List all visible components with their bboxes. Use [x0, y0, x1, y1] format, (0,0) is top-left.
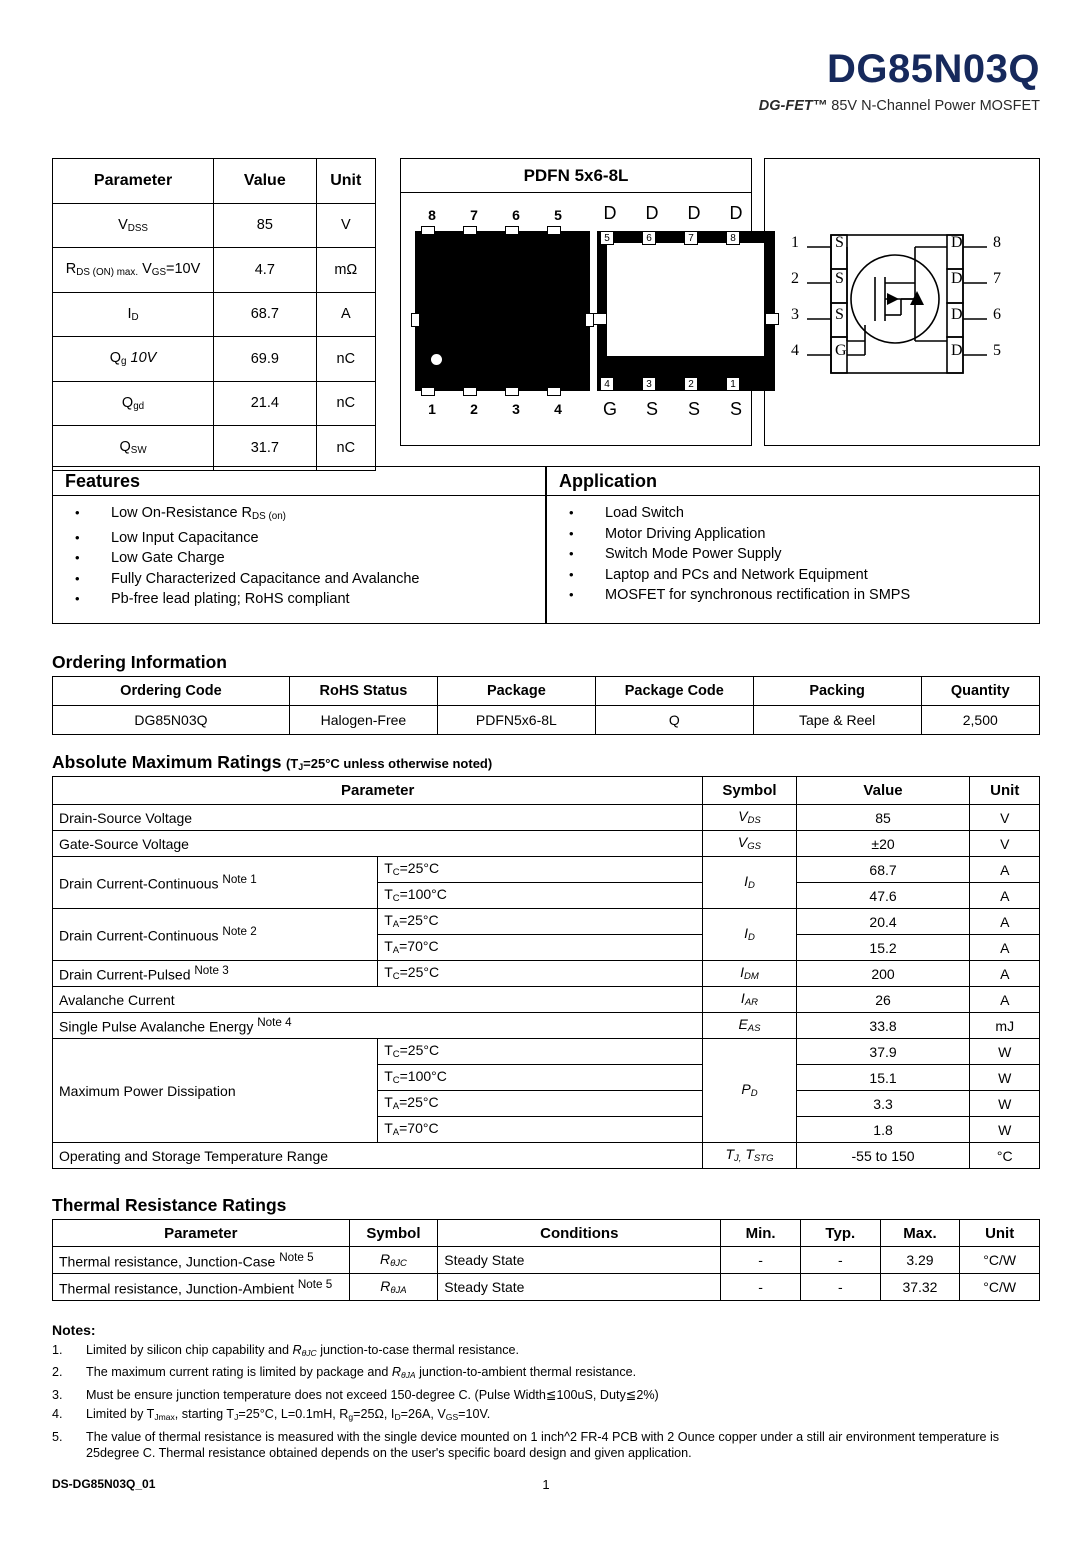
thermal-resistance-table	[52, 1219, 1040, 1301]
application-list	[547, 496, 1039, 606]
amr-condition-cell: $T_A=25^\circ C$	[378, 909, 703, 935]
value-cell: 21.4	[214, 381, 316, 426]
features-box	[52, 466, 546, 624]
table-row	[53, 1143, 1040, 1169]
amr-value-cell: ±20	[796, 831, 970, 857]
application-title: Application	[547, 467, 1039, 496]
table-header-row	[53, 1220, 1040, 1247]
thermal-unit-cell: °C/W	[960, 1274, 1040, 1301]
unit-cell: V	[316, 203, 375, 248]
package-title: PDFN 5x6-8L	[401, 159, 751, 193]
param-col-header: Parameter	[53, 159, 214, 204]
schematic-pin-function-right: D	[951, 270, 963, 287]
mosfet-schematic-svg	[765, 159, 1037, 443]
param-cell: $Q_{SW}$	[53, 426, 214, 471]
amr-symbol-cell: $I_D$	[703, 909, 796, 961]
ordering-information-table	[52, 676, 1040, 735]
table-row	[53, 426, 376, 471]
thermal-max-cell: 37.32	[880, 1274, 960, 1301]
amr-value-cell: 200	[796, 961, 970, 987]
param-cell: $Q_g$ 10V	[53, 337, 214, 382]
note-item	[52, 1387, 1042, 1404]
value-cell: 85	[214, 203, 316, 248]
schematic-pin-function-left: G	[835, 342, 847, 359]
ordering-section-title	[52, 652, 227, 673]
absolute-maximum-ratings-table	[52, 776, 1040, 1169]
note-item	[52, 1342, 1042, 1361]
amr-condition-cell: $T_A=70^\circ C$	[378, 935, 703, 961]
feature-item: • Low Input Capacitance	[53, 528, 545, 549]
table-row	[53, 831, 1040, 857]
package-outline-panel	[400, 158, 752, 446]
amr-unit-cell: W	[970, 1117, 1040, 1143]
unit-cell: mΩ	[316, 248, 375, 293]
amr-symbol-cell: $E_{AS}$	[703, 1013, 796, 1039]
amr-unit-cell: A	[970, 961, 1040, 987]
amr-value-cell: 47.6	[796, 883, 970, 909]
part-number-title: DG85N03Q	[827, 47, 1040, 91]
chip-pad	[505, 226, 519, 235]
param-cell: $V_{DSS}$	[53, 203, 214, 248]
schematic-pin-function-right: D	[951, 234, 963, 251]
notes-section	[52, 1322, 1042, 1465]
amr-unit-cell: A	[970, 883, 1040, 909]
amr-symbol-cell: $I_D$	[703, 857, 796, 909]
note-item	[52, 1406, 1042, 1425]
pin-number-bottom: 3	[512, 401, 520, 417]
value-cell: 69.9	[214, 337, 316, 382]
unit-cell: nC	[316, 337, 375, 382]
features-list	[53, 496, 545, 610]
amr-value-cell: 15.2	[796, 935, 970, 961]
table-row	[53, 1274, 1040, 1301]
amr-symbol-cell: $I_{AR}$	[703, 987, 796, 1013]
schematic-pin-number-left: 2	[791, 270, 799, 287]
amr-value-cell: 85	[796, 805, 970, 831]
schematic-symbol-panel	[764, 158, 1040, 446]
pin-number-top: 8	[428, 207, 436, 223]
table-row	[53, 857, 1040, 883]
thermal-parameter-cell: Thermal resistance, Junction-Ambient $^{Note 5}$	[53, 1274, 350, 1301]
chip-pad	[463, 387, 477, 396]
bottom-view-pad: 1	[726, 377, 740, 391]
amr-col-header-unit: Unit	[970, 777, 1040, 805]
amr-unit-cell: V	[970, 831, 1040, 857]
table-row	[53, 203, 376, 248]
application-item: • MOSFET for synchronous rectification in SMPS	[547, 585, 1039, 606]
body-diode-arrow	[887, 293, 899, 305]
thermal-conditions-cell: Steady State	[438, 1247, 721, 1274]
chip-pad	[411, 313, 420, 327]
thermal-parameter-cell: Thermal resistance, Junction-Case $^{Note 5}$	[53, 1247, 350, 1274]
schematic-pin-function-left: S	[835, 270, 844, 287]
note-number: 5.	[52, 1429, 63, 1444]
schematic-pin-number-right: 6	[993, 306, 1001, 323]
feature-item: • Pb-free lead plating; RoHS compliant	[53, 589, 545, 610]
features-title: Features	[53, 467, 545, 496]
pin-function-top: D	[645, 203, 659, 223]
amr-unit-cell: A	[970, 935, 1040, 961]
note-text: The value of thermal resistance is measured with the single device mounted on 1 inch^2 FR-4 PCB with 2 Ounce copper under a still air environment temperature is 25degree C. Thermal resistance obtained depends on the user's specific board design and given application.	[86, 1429, 1000, 1461]
value-col-header: Value	[214, 159, 316, 204]
abs-max-section-title	[52, 752, 492, 773]
amr-value-cell: -55 to 150	[796, 1143, 970, 1169]
pin-number-bottom: 4	[554, 401, 562, 417]
thermal-min-cell: -	[721, 1247, 801, 1274]
document-header	[759, 48, 1040, 114]
amr-unit-cell: W	[970, 1091, 1040, 1117]
amr-unit-cell: A	[970, 909, 1040, 935]
key-parameter-table	[52, 158, 376, 457]
amr-value-cell: 26	[796, 987, 970, 1013]
pin-function-bottom: S	[687, 399, 700, 419]
application-item: • Load Switch	[547, 503, 1039, 524]
thermal-title-text: Thermal Resistance Ratings	[52, 1195, 287, 1215]
ordering-col-header: Package Code	[595, 677, 753, 706]
amr-parameter-cell: Operating and Storage Temperature Range	[53, 1143, 703, 1169]
amr-unit-cell: mJ	[970, 1013, 1040, 1039]
chip-pad	[547, 226, 561, 235]
ordering-col-header: Packing	[753, 677, 921, 706]
thermal-typ-cell: -	[800, 1247, 880, 1274]
schematic-pin-function-right: D	[951, 306, 963, 323]
schematic-pin-number-right: 5	[993, 342, 1001, 359]
schematic-pin-function-left: S	[835, 234, 844, 251]
chip-pad	[505, 387, 519, 396]
table-row	[53, 1039, 1040, 1065]
thermal-unit-cell: °C/W	[960, 1247, 1040, 1274]
value-cell: 68.7	[214, 292, 316, 337]
schematic-pin-function-left: S	[835, 306, 844, 323]
table-header-row	[53, 677, 1040, 706]
subtitle-rest: 85V N-Channel Power MOSFET	[827, 98, 1040, 114]
note-number: 1.	[52, 1343, 63, 1357]
pin-function-bottom: G	[602, 399, 617, 419]
pin-function-bottom: S	[729, 399, 742, 419]
application-box	[546, 466, 1040, 624]
amr-parameter-cell: Drain Current-Continuous $^{Note 2}$	[53, 909, 378, 961]
bottom-view-pad: 7	[684, 231, 698, 245]
thermal-col-header: Parameter	[53, 1220, 350, 1247]
thermal-max-cell: 3.29	[880, 1247, 960, 1274]
application-item: • Motor Driving Application	[547, 524, 1039, 545]
pin-function-top: D	[729, 203, 743, 223]
amr-parameter-cell: Gate-Source Voltage	[53, 831, 703, 857]
amr-unit-cell: °C	[970, 1143, 1040, 1169]
chip-pad	[547, 387, 561, 396]
bottom-view-pad: 4	[600, 377, 614, 391]
pin-function-top: D	[687, 203, 701, 223]
pin-number-top: 5	[554, 207, 562, 223]
part-subtitle	[759, 98, 1040, 114]
param-cell: $R_{DS (ON) max.}$ $V_{GS}=10V$	[53, 248, 214, 293]
table-row	[53, 987, 1040, 1013]
amr-value-cell: 37.9	[796, 1039, 970, 1065]
pin-number-bottom: 2	[470, 401, 478, 417]
thermal-col-header: Symbol	[349, 1220, 438, 1247]
table-row	[53, 909, 1040, 935]
application-item: • Laptop and PCs and Network Equipment	[547, 565, 1039, 586]
ordering-cell: DG85N03Q	[53, 706, 290, 735]
thermal-col-header: Conditions	[438, 1220, 721, 1247]
amr-value-cell: 68.7	[796, 857, 970, 883]
amr-unit-cell: A	[970, 857, 1040, 883]
pin1-marker-dot	[431, 354, 442, 365]
amr-unit-cell: V	[970, 805, 1040, 831]
pin-function-bottom: S	[645, 399, 658, 419]
table-row	[53, 1013, 1040, 1039]
note-number: 2.	[52, 1365, 63, 1380]
feature-item: • Fully Characterized Capacitance and Avalanche	[53, 569, 545, 590]
thermal-min-cell: -	[721, 1274, 801, 1301]
table-header-row	[53, 777, 1040, 805]
schematic-pin-number-left: 3	[791, 306, 799, 323]
amr-parameter-cell: Single Pulse Avalanche Energy $^{Note 4}$	[53, 1013, 703, 1039]
table-row	[53, 292, 376, 337]
top-summary-row	[52, 158, 1040, 457]
amr-condition-cell: $T_C=100^\circ C$	[378, 883, 703, 909]
amr-condition-cell: $T_C=100^\circ C$	[378, 1065, 703, 1091]
thermal-col-header: Min.	[721, 1220, 801, 1247]
amr-value-cell: 3.3	[796, 1091, 970, 1117]
schematic-pin-number-left: 1	[791, 234, 799, 251]
amr-unit-cell: A	[970, 987, 1040, 1013]
thermal-symbol-cell: $R_{\theta JC}$	[349, 1247, 438, 1274]
bottom-view-pad: 5	[600, 231, 614, 245]
ordering-title-text: Ordering Information	[52, 652, 227, 672]
note-text: Limited by silicon chip capability and $R_{\theta JC}$ junction-to-case thermal resistance.	[86, 1343, 520, 1358]
amr-value-cell: 20.4	[796, 909, 970, 935]
pin-number-top: 6	[512, 207, 520, 223]
abs-max-title-text: Absolute Maximum Ratings	[52, 752, 282, 772]
thermal-col-header: Typ.	[800, 1220, 880, 1247]
intrinsic-diode-arrow	[910, 291, 924, 305]
amr-parameter-cell: Avalanche Current	[53, 987, 703, 1013]
chip-bottom-view-cavity	[607, 243, 765, 356]
table-header-row	[53, 159, 376, 204]
ordering-col-header: Package	[437, 677, 595, 706]
amr-symbol-cell: $P_D$	[703, 1039, 796, 1143]
amr-unit-cell: W	[970, 1039, 1040, 1065]
note-number: 3.	[52, 1387, 63, 1402]
note-text: Must be ensure junction temperature does not exceed 150-degree C. (Pulse Width≦100uS, Duty≦2%)	[86, 1387, 659, 1402]
note-item	[52, 1429, 1042, 1462]
table-row	[53, 1247, 1040, 1274]
amr-parameter-cell: Maximum Power Dissipation	[53, 1039, 378, 1143]
thermal-section-title	[52, 1195, 286, 1216]
note-number: 4.	[52, 1407, 63, 1422]
amr-condition-cell: $T_C=25^\circ C$	[378, 961, 703, 987]
pin-number-top: 7	[470, 207, 478, 223]
ordering-cell: 2,500	[921, 706, 1039, 735]
ordering-cell: Halogen-Free	[289, 706, 437, 735]
application-item: • Switch Mode Power Supply	[547, 544, 1039, 565]
note-text: Limited by $T_{Jmax}$, starting $T_J=25^\circ C$, L=0.1mH, $R_g=25\Omega$, $I_D=26A$, $V_{GS}=10V$.	[86, 1407, 491, 1423]
ordering-cell: Tape & Reel	[753, 706, 921, 735]
unit-cell: nC	[316, 426, 375, 471]
thermal-conditions-cell: Steady State	[438, 1274, 721, 1301]
table-row	[53, 337, 376, 382]
schematic-pin-function-right: D	[951, 342, 963, 359]
ordering-col-header: Quantity	[921, 677, 1039, 706]
param-cell: $I_D$	[53, 292, 214, 337]
note-text: The maximum current rating is limited by package and $R_{\theta JA}$ junction-to-ambient thermal resistance.	[86, 1365, 637, 1381]
bottom-view-pad: 3	[642, 377, 656, 391]
features-application-row	[52, 466, 1040, 624]
amr-condition-cell: $T_A=25^\circ C$	[378, 1091, 703, 1117]
ordering-cell: PDFN5x6-8L	[437, 706, 595, 735]
schematic-pin-number-right: 7	[993, 270, 1001, 287]
chip-top-view	[415, 231, 590, 391]
amr-value-cell: 15.1	[796, 1065, 970, 1091]
amr-condition-cell: $T_C=25^\circ C$	[378, 857, 703, 883]
unit-cell: nC	[316, 381, 375, 426]
thermal-col-header: Max.	[880, 1220, 960, 1247]
ordering-col-header: RoHS Status	[289, 677, 437, 706]
note-item	[52, 1364, 1042, 1383]
bottom-view-pad: 6	[642, 231, 656, 245]
chip-pad	[421, 387, 435, 396]
ordering-col-header: Ordering Code	[53, 677, 290, 706]
abs-max-title-note: ($T_J=25^\circ C$ unless otherwise noted)	[285, 756, 493, 772]
amr-parameter-cell: Drain-Source Voltage	[53, 805, 703, 831]
package-drawing	[401, 193, 751, 446]
bottom-view-pad	[593, 313, 607, 325]
unit-cell: A	[316, 292, 375, 337]
thermal-symbol-cell: $R_{\theta JA}$	[349, 1274, 438, 1301]
amr-col-header-value: Value	[796, 777, 970, 805]
table-row	[53, 706, 1040, 735]
amr-value-cell: 33.8	[796, 1013, 970, 1039]
amr-parameter-cell: Drain Current-Pulsed $^{Note 3}$	[53, 961, 378, 987]
amr-col-header-parameter: Parameter	[53, 777, 703, 805]
value-cell: 4.7	[214, 248, 316, 293]
ordering-cell: Q	[595, 706, 753, 735]
feature-item: • Low On-Resistance $R_{DS (on)}$	[53, 503, 545, 528]
document-id: DS-DG85N03Q_01	[52, 1477, 156, 1491]
table-row	[53, 805, 1040, 831]
amr-symbol-cell: $V_{GS}$	[703, 831, 796, 857]
notes-title: Notes:	[52, 1322, 96, 1338]
table-row	[53, 381, 376, 426]
unit-col-header: Unit	[316, 159, 375, 204]
chip-pad	[463, 226, 477, 235]
amr-value-cell: 1.8	[796, 1117, 970, 1143]
thermal-typ-cell: -	[800, 1274, 880, 1301]
brand-name: DG-FET™	[758, 98, 828, 114]
amr-symbol-cell: $I_{DM}$	[703, 961, 796, 987]
page-number: 1	[542, 1477, 550, 1492]
schematic-pin-number-right: 8	[993, 234, 1001, 251]
amr-unit-cell: W	[970, 1065, 1040, 1091]
value-cell: 31.7	[214, 426, 316, 471]
amr-symbol-cell: $T_{J,}$ $T_{STG}$	[703, 1143, 796, 1169]
amr-condition-cell: $T_A=70^\circ C$	[378, 1117, 703, 1143]
pin-function-top: D	[603, 203, 617, 223]
amr-col-header-symbol: Symbol	[703, 777, 796, 805]
chip-pad	[421, 226, 435, 235]
bottom-view-pad: 2	[684, 377, 698, 391]
thermal-col-header: Unit	[960, 1220, 1040, 1247]
table-row	[53, 248, 376, 293]
table-row	[53, 961, 1040, 987]
amr-parameter-cell: Drain Current-Continuous $^{Note 1}$	[53, 857, 378, 909]
bottom-view-pad: 8	[726, 231, 740, 245]
param-cell: $Q_{gd}$	[53, 381, 214, 426]
amr-condition-cell: $T_C=25^\circ C$	[378, 1039, 703, 1065]
schematic-pin-number-left: 4	[791, 342, 799, 359]
page-footer	[52, 1477, 1040, 1491]
amr-symbol-cell: $V_{DS}$	[703, 805, 796, 831]
feature-item: • Low Gate Charge	[53, 548, 545, 569]
pin-number-bottom: 1	[428, 401, 436, 417]
